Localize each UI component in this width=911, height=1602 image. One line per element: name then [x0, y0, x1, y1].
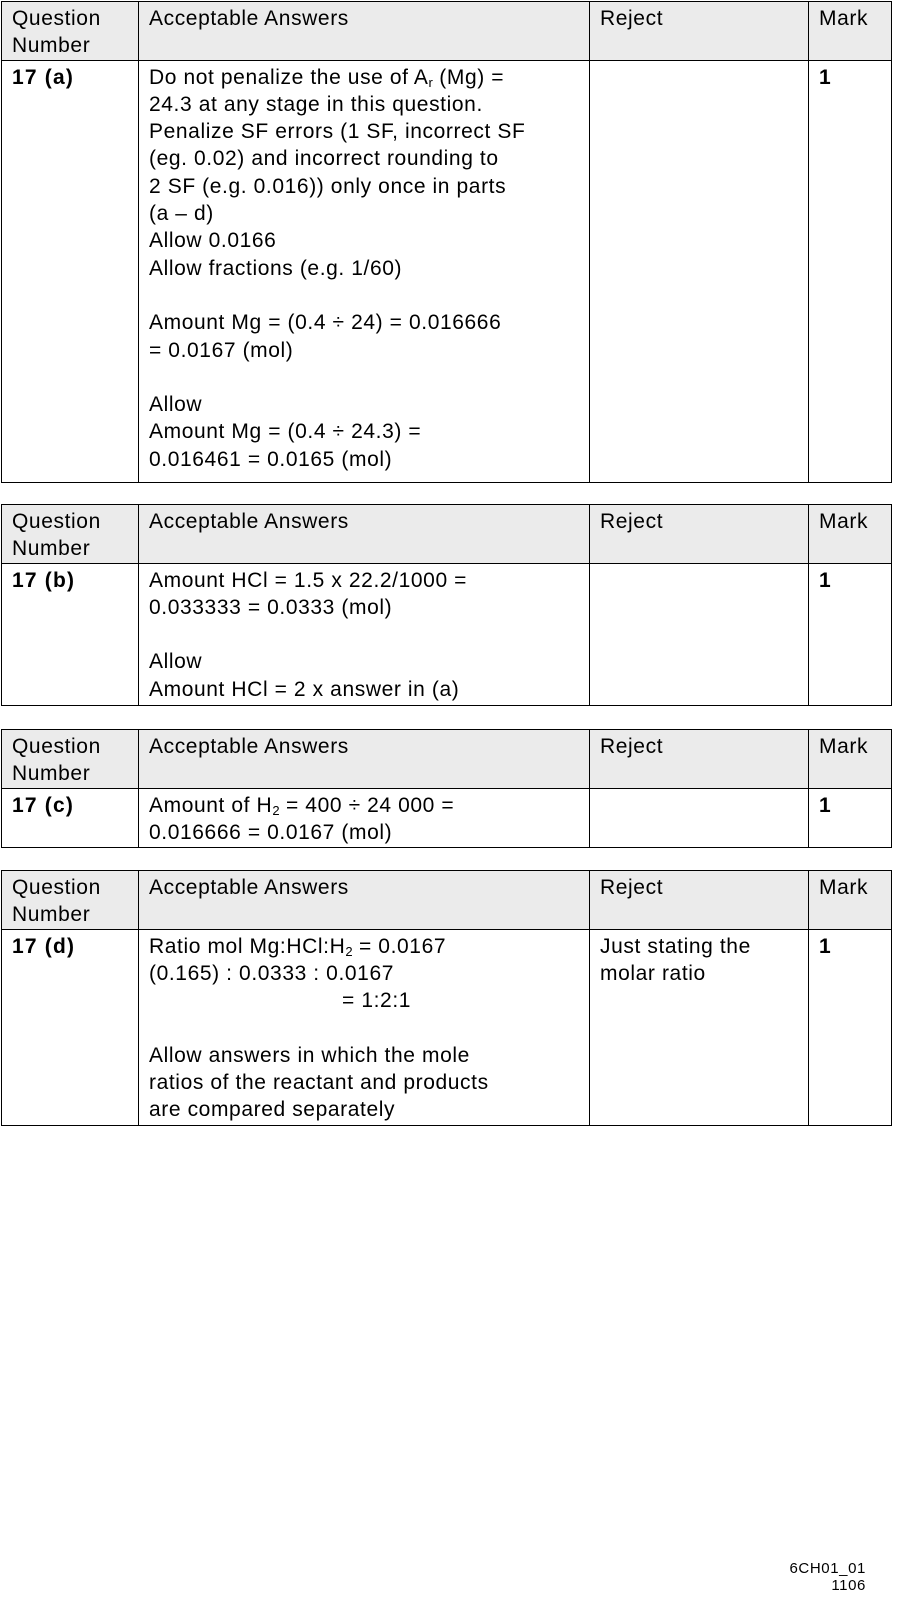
answer-line: 0.016461 = 0.0165 (mol)	[149, 447, 393, 471]
answer-line: molar ratio	[600, 961, 706, 985]
mark-value: 1	[809, 60, 892, 482]
mark-scheme-table-17d	[1, 870, 892, 1126]
answer-line: 0.033333 = 0.0333 (mol)	[149, 595, 393, 619]
header-reject: Reject	[590, 871, 809, 930]
blank-line	[149, 364, 579, 391]
mark-value: 1	[809, 563, 892, 705]
answer-line: = 1:2:1	[149, 989, 412, 1013]
blank-line	[149, 282, 579, 309]
acceptable-answers	[139, 788, 590, 847]
answer-line: 24.3 at any stage in this question.	[149, 92, 483, 116]
header-mark: Mark	[809, 505, 892, 564]
answer-line: Amount Mg = (0.4 ÷ 24) = 0.016666	[149, 311, 502, 335]
answer-line: Do not penalize the use of $A_r$ (Mg) =	[149, 65, 505, 90]
mark-value: 1	[809, 788, 892, 847]
subscript: 2	[272, 802, 280, 818]
answer-line: Amount Mg = (0.4 ÷ 24.3) =	[149, 420, 422, 444]
answer-line: = 0.0167 (mol)	[149, 338, 294, 362]
reject-cell	[590, 563, 809, 705]
subscript: 2	[345, 943, 353, 959]
answer-line: Allow	[149, 650, 203, 674]
table-row	[2, 563, 892, 705]
question-number: 17 (d)	[2, 929, 139, 1125]
header-mark: Mark	[809, 871, 892, 930]
table-header-row	[2, 2, 892, 61]
answer-line: Allow	[149, 393, 203, 417]
question-number: 17 (c)	[2, 788, 139, 847]
mark-scheme-table-17a	[1, 1, 892, 483]
header-mark: Mark	[809, 2, 892, 61]
answer-line: Allow 0.0166	[149, 229, 277, 253]
answer-line: (a – d)	[149, 202, 214, 226]
header-acceptable-answers: Acceptable Answers	[139, 505, 590, 564]
acceptable-answers	[139, 929, 590, 1125]
reject-cell	[590, 60, 809, 482]
reject-cell	[590, 929, 809, 1125]
answer-line: Just stating the	[600, 934, 751, 958]
answer-line: Penalize SF errors (1 SF, incorrect SF	[149, 120, 526, 144]
page-footer	[789, 1560, 866, 1594]
header-mark: Mark	[809, 730, 892, 789]
answer-line: Amount HCl = 2 x answer in (a)	[149, 677, 460, 701]
blank-line	[149, 1014, 579, 1041]
header-acceptable-answers: Acceptable Answers	[139, 730, 590, 789]
answer-line: (0.165) : 0.0333 : 0.0167	[149, 961, 395, 985]
subscript: r	[428, 74, 433, 90]
question-number: 17 (a)	[2, 60, 139, 482]
acceptable-answers	[139, 563, 590, 705]
header-reject: Reject	[590, 2, 809, 61]
table-header-row	[2, 730, 892, 789]
mark-value: 1	[809, 929, 892, 1125]
header-reject: Reject	[590, 505, 809, 564]
header-question-number: Question Number	[2, 505, 139, 564]
header-acceptable-answers: Acceptable Answers	[139, 2, 590, 61]
table-row	[2, 60, 892, 482]
header-reject: Reject	[590, 730, 809, 789]
answer-line: Allow answers in which the mole	[149, 1043, 470, 1067]
header-question-number: Question Number	[2, 730, 139, 789]
answer-line: are compared separately	[149, 1098, 396, 1122]
answer-line: (eg. 0.02) and incorrect rounding to	[149, 147, 499, 171]
header-acceptable-answers: Acceptable Answers	[139, 871, 590, 930]
question-number: 17 (b)	[2, 563, 139, 705]
blank-line	[149, 621, 579, 648]
answer-line: 0.016666 = 0.0167 (mol)	[149, 820, 393, 844]
table-row	[2, 788, 892, 847]
session-code: 1106	[831, 1577, 866, 1594]
table-header-row	[2, 871, 892, 930]
table-header-row	[2, 505, 892, 564]
reject-cell	[590, 788, 809, 847]
paper-code: 6CH01_01	[789, 1560, 866, 1577]
answer-line: ratios of the reactant and products	[149, 1071, 489, 1095]
answer-line: Amount of $H_2 = 400 \div 24$ 000 =	[149, 793, 455, 818]
answer-line: Allow fractions (e.g. 1/60)	[149, 256, 403, 280]
mark-scheme-table-17c	[1, 729, 892, 848]
header-question-number: Question Number	[2, 871, 139, 930]
acceptable-answers	[139, 60, 590, 482]
answer-line: Amount HCl = 1.5 x 22.2/1000 =	[149, 568, 468, 592]
answer-line: 2 SF (e.g. 0.016)) only once in parts	[149, 174, 507, 198]
answer-line: Ratio mol $Mg:HCl:H_2 = 0.0167$	[149, 934, 447, 959]
header-question-number: Question Number	[2, 2, 139, 61]
mark-scheme-table-17b	[1, 504, 892, 706]
table-row	[2, 929, 892, 1125]
